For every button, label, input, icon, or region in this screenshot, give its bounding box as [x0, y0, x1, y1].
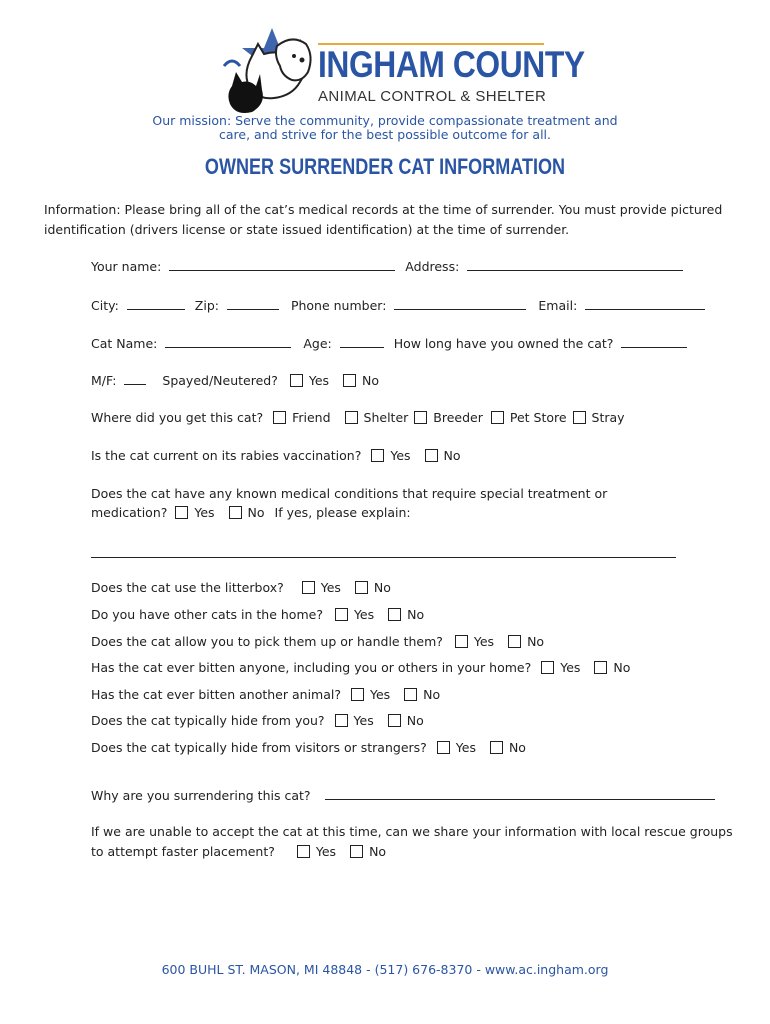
other-cats-yes-checkbox[interactable]: [335, 608, 348, 621]
bitten-person-no-checkbox[interactable]: [594, 661, 607, 674]
hide-visitors-yes-label: Yes: [455, 740, 476, 755]
share-yes-checkbox[interactable]: [297, 845, 310, 858]
row-share: [91, 844, 386, 859]
litterbox-yes-label: Yes: [320, 580, 341, 595]
row-rabies: [91, 448, 461, 463]
address-field[interactable]: [467, 258, 683, 271]
bitten-animal-yes-label: Yes: [369, 687, 391, 702]
why-label: Why are you surrendering this cat?: [91, 788, 311, 803]
mission-statement: [130, 114, 640, 142]
rabies-label: Is the cat current on its rabies vaccination?: [91, 448, 362, 463]
your-name-field[interactable]: [169, 258, 395, 271]
bitten-person-yes-label: Yes: [560, 660, 581, 675]
handle-label: Does the cat allow you to pick them up or handle them?: [91, 634, 443, 649]
share-yes-label: Yes: [315, 844, 337, 859]
pet-store-label: Pet Store: [509, 410, 567, 425]
row-litterbox: [91, 580, 391, 595]
spayed-yes-checkbox[interactable]: [290, 374, 303, 387]
medication-label: medication?: [91, 505, 168, 520]
row-handle: [91, 634, 544, 649]
bitten-person-no-label: No: [613, 660, 631, 675]
row-why: [91, 787, 715, 803]
row-bitten-animal: [91, 687, 440, 702]
other-cats-yes-label: Yes: [353, 607, 375, 622]
hide-visitors-no-checkbox[interactable]: [490, 741, 503, 754]
rabies-no-checkbox[interactable]: [425, 449, 438, 462]
shelter-checkbox[interactable]: [345, 411, 358, 424]
org-name: INGHAM COUNTY: [318, 44, 585, 85]
intro-line-2: identification (drivers license or state issued identification) at the time of surrender.: [44, 222, 570, 237]
mf-label: M/F:: [91, 373, 117, 388]
handle-no-checkbox[interactable]: [508, 635, 521, 648]
rabies-no-label: No: [443, 448, 461, 463]
handle-yes-label: Yes: [473, 634, 495, 649]
email-label: Email:: [538, 298, 578, 313]
rabies-yes-label: Yes: [390, 448, 411, 463]
shelter-label: Shelter: [363, 410, 409, 425]
bitten-animal-yes-checkbox[interactable]: [351, 688, 364, 701]
other-cats-no-checkbox[interactable]: [388, 608, 401, 621]
bitten-animal-label: Has the cat ever bitten another animal?: [91, 687, 341, 702]
medical-yes-label: Yes: [194, 505, 215, 520]
phone-label: Phone number:: [290, 298, 387, 313]
share-no-checkbox[interactable]: [350, 845, 363, 858]
row-sex-spayed: [91, 372, 379, 388]
zip-field[interactable]: [227, 297, 279, 310]
row-hide-visitors: [91, 740, 526, 755]
form-title: OWNER SURRENDER CAT INFORMATION: [204, 154, 566, 179]
row-other-cats: [91, 607, 424, 622]
row-cat-details: [91, 335, 687, 351]
medical-yes-checkbox[interactable]: [175, 506, 188, 519]
litterbox-no-label: No: [373, 580, 391, 595]
litterbox-yes-checkbox[interactable]: [302, 581, 315, 594]
bitten-animal-no-checkbox[interactable]: [404, 688, 417, 701]
email-field[interactable]: [585, 297, 705, 310]
bitten-person-yes-checkbox[interactable]: [541, 661, 554, 674]
row-hide-you: [91, 713, 424, 728]
hide-visitors-label: Does the cat typically hide from visitors or strangers?: [91, 740, 427, 755]
phone-field[interactable]: [394, 297, 526, 310]
friend-label: Friend: [292, 410, 331, 425]
explain-label: If yes, please explain:: [274, 505, 411, 520]
mission-line-1: Our mission: Serve the community, provide compassionate treatment and: [152, 113, 618, 128]
litterbox-label: Does the cat use the litterbox?: [91, 580, 284, 595]
org-subtitle: ANIMAL CONTROL & SHELTER: [318, 88, 547, 105]
row-medical: [91, 505, 411, 520]
city-field[interactable]: [127, 297, 185, 310]
spayed-yes-label: Yes: [308, 373, 330, 388]
hide-you-no-checkbox[interactable]: [388, 714, 401, 727]
stray-label: Stray: [591, 410, 625, 425]
row-contact: [91, 297, 705, 313]
handle-no-label: No: [527, 634, 545, 649]
intro-paragraph: [44, 200, 734, 240]
friend-checkbox[interactable]: [273, 411, 286, 424]
handle-yes-checkbox[interactable]: [455, 635, 468, 648]
shelter-logo: [222, 26, 322, 116]
rabies-yes-checkbox[interactable]: [371, 449, 384, 462]
share-question-line-2: to attempt faster placement?: [91, 844, 275, 859]
mission-line-2: care, and strive for the best possible outcome for all.: [219, 127, 551, 142]
explain-field[interactable]: [91, 557, 676, 558]
stray-checkbox[interactable]: [573, 411, 586, 424]
breeder-checkbox[interactable]: [414, 411, 427, 424]
share-question-line-1: If we are unable to accept the cat at this time, can we share your information with local rescue groups: [91, 824, 733, 839]
bitten-person-label: Has the cat ever bitten anyone, including you or others in your home?: [91, 660, 532, 675]
city-label: City:: [91, 298, 119, 313]
mf-field[interactable]: [124, 372, 146, 385]
row-bitten-person: [91, 660, 630, 675]
hide-you-yes-label: Yes: [353, 713, 374, 728]
breeder-label: Breeder: [433, 410, 483, 425]
row-name-address: [91, 258, 683, 274]
hide-you-yes-checkbox[interactable]: [335, 714, 348, 727]
hide-visitors-yes-checkbox[interactable]: [437, 741, 450, 754]
spayed-no-label: No: [362, 373, 380, 388]
age-field[interactable]: [340, 335, 384, 348]
hide-visitors-no-label: No: [508, 740, 526, 755]
medical-no-label: No: [247, 505, 265, 520]
share-no-label: No: [369, 844, 387, 859]
how-long-label: How long have you owned the cat?: [393, 336, 614, 351]
spayed-label: Spayed/Neutered?: [162, 373, 278, 388]
your-name-label: Your name:: [91, 259, 162, 274]
row-where: [91, 410, 625, 425]
address-label: Address:: [405, 259, 460, 274]
zip-label: Zip:: [194, 298, 219, 313]
medical-no-checkbox[interactable]: [229, 506, 242, 519]
footer-contact: 600 BUHL ST. MASON, MI 48848 - (517) 676-8370 - www.ac.ingham.org: [161, 962, 609, 977]
intro-line-1: Information: Please bring all of the cat’s medical records at the time of surrender. You must provide pictured: [44, 202, 723, 217]
bitten-animal-no-label: No: [423, 687, 441, 702]
how-long-field[interactable]: [621, 335, 687, 348]
cat-name-field[interactable]: [165, 335, 291, 348]
pet-store-checkbox[interactable]: [491, 411, 504, 424]
hide-you-no-label: No: [406, 713, 424, 728]
litterbox-no-checkbox[interactable]: [355, 581, 368, 594]
other-cats-no-label: No: [407, 607, 425, 622]
where-label: Where did you get this cat?: [91, 410, 264, 425]
spayed-no-checkbox[interactable]: [343, 374, 356, 387]
hide-you-label: Does the cat typically hide from you?: [91, 713, 325, 728]
other-cats-label: Do you have other cats in the home?: [91, 607, 323, 622]
why-field[interactable]: [325, 787, 715, 800]
medical-question-line-1: Does the cat have any known medical conditions that require special treatment or: [91, 486, 608, 501]
age-label: Age:: [303, 336, 332, 351]
cat-name-label: Cat Name:: [91, 336, 158, 351]
